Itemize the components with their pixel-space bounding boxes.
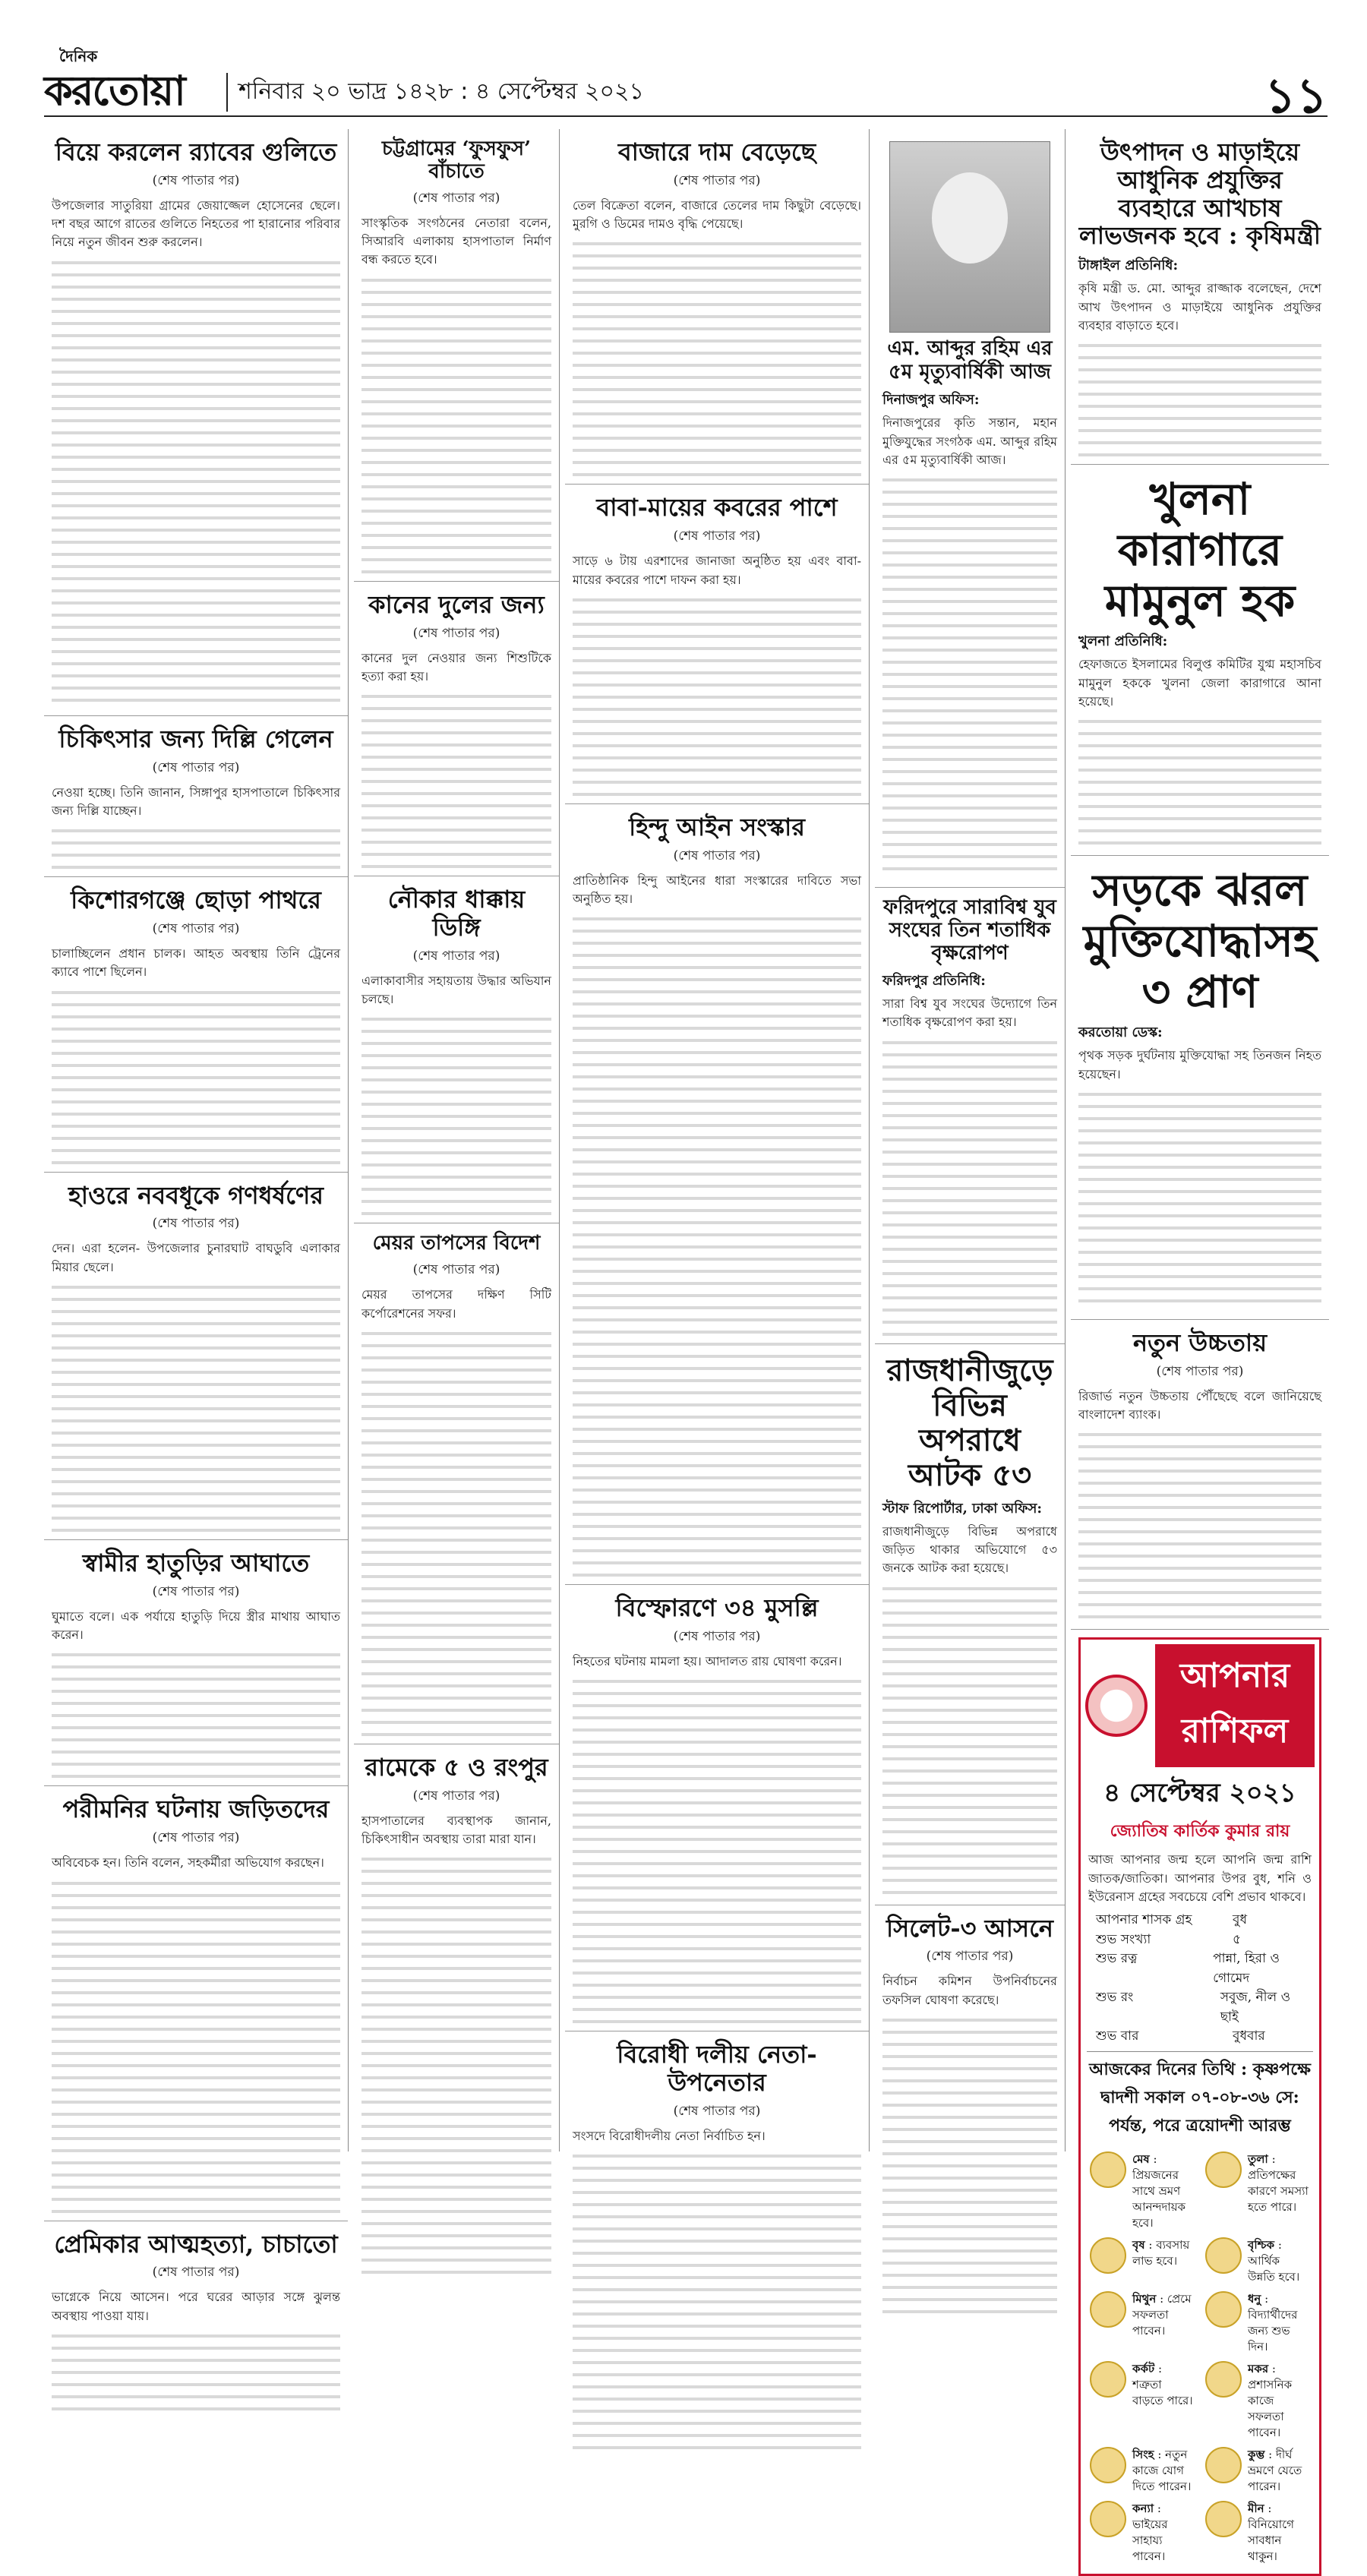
zodiac-icon xyxy=(1090,2151,1126,2188)
continued-label: (শেষ পাতার পর) xyxy=(152,1830,240,1846)
article xyxy=(875,1905,1065,2321)
article xyxy=(354,1744,559,2281)
article-body: ঘুমাতে বলে। এক পর্যায়ে হাতুড়ি দিয়ে স্ত্রীর মাথায় আঘাত করেন। xyxy=(52,1608,340,1643)
sign-name: বৃষ xyxy=(1132,2237,1145,2252)
article xyxy=(44,877,348,1172)
zodiac-icon xyxy=(1090,2501,1126,2537)
planet-label: শুভ রত্ন xyxy=(1096,1951,1138,1967)
continued-label: (শেষ পাতার পর) xyxy=(152,172,240,188)
sign-name: ধনু xyxy=(1248,2291,1261,2306)
article-body: দিনাজপুরের কৃতি সন্তান, মহান মুক্তিযুদ্ধের সংগঠক এম. আব্দুর রহিম এর ৫ম মৃত্যুবার্ষিকী আজ। xyxy=(882,415,1057,467)
article-body: তেল বিক্রেতা বলেন, বাজারে তেলের দাম কিছুটা বেড়েছে। মুরগি ও ডিমের দামও বৃদ্ধি পেয়েছে। xyxy=(573,197,861,232)
body-text-lines xyxy=(52,1873,340,2213)
body-text-lines xyxy=(882,469,1057,879)
article xyxy=(354,876,559,1223)
zodiac-sign: কন্যা : ভাইয়ের সাহায্য পাবেন। xyxy=(1090,2501,1195,2565)
continued-label: (শেষ পাতার পর) xyxy=(152,759,240,775)
column-5 xyxy=(1071,129,1329,2563)
article xyxy=(1071,129,1329,465)
article-body: কৃষি মন্ত্রী ড. মো. আব্দুর রাজ্জাক বলেছেন, দেশে আখ উৎপাদন ও মাড়াইয়ে আধুনিক প্রযুক্তির ব্যবহার বাড়াতে হবে। xyxy=(1078,281,1321,333)
article-headline: উৎপাদন ও মাড়াইয়ে আধুনিক প্রযুক্তির ব্যবহারে আখচাষ লাভজনক হবে : কৃষিমন্ত্রী xyxy=(1078,137,1321,251)
zodiac-sign: বৃশ্চিক : আর্থিক উন্নতি হবে। xyxy=(1205,2237,1310,2285)
sign-text: বিনিয়োগে সাবধান থাকুন। xyxy=(1248,2517,1294,2563)
article-body: সংসদে বিরোধীদলীয় নেতা নির্বাচিত হন। xyxy=(573,2128,766,2143)
horoscope-box xyxy=(1078,1637,1321,2575)
article-headline: পরীমনির ঘটনায় জড়িতদের xyxy=(62,1795,330,1824)
article-body: প্রাতিষ্ঠানিক হিন্দু আইনের ধারা সংস্কারের দাবিতে সভা অনুষ্ঠিত হয়। xyxy=(573,873,861,906)
body-text-lines xyxy=(1078,335,1321,456)
continued-label: (শেষ পাতার পর) xyxy=(412,1788,500,1804)
zodiac-sign: সিংহ : নতুন কাজে যোগ দিতে পারেন। xyxy=(1090,2447,1195,2495)
article xyxy=(44,2221,348,2418)
article-headline: সিলেট-৩ আসনে xyxy=(886,1913,1054,1943)
body-text-lines xyxy=(1078,711,1321,848)
zodiac-icon xyxy=(1090,2237,1126,2274)
column-4 xyxy=(875,129,1066,2151)
article-headline: সড়কে ঝরল মুক্তিযোদ্ধাসহ ৩ প্রাণ xyxy=(1083,864,1317,1018)
zodiac-icon xyxy=(1205,2361,1242,2398)
horoscope-header xyxy=(1081,1640,1319,1772)
continued-label: (শেষ পাতার পর) xyxy=(152,2265,240,2281)
column-1 xyxy=(44,129,349,2323)
continued-label: (শেষ পাতার পর) xyxy=(412,190,500,206)
zodiac-sign: মিথুন : প্রেমে সফলতা পাবেন। xyxy=(1090,2291,1195,2355)
planet-label: শুভ রং xyxy=(1096,1990,1134,2006)
planet-table xyxy=(1096,1911,1304,2047)
article-body: পৃথক সড়ক দুর্ঘটনায় মুক্তিযোদ্ধা সহ তিনজন নিহত হয়েছেন। xyxy=(1078,1048,1321,1081)
zodiac-sign: কুম্ভ : দীর্ঘ ভ্রমণে যেতে পারেন। xyxy=(1205,2447,1310,2495)
article-body: অবিবেচক হন। তিনি বলেন, সহকর্মীরা অভিযোগ করছেন। xyxy=(52,1855,324,1870)
body-text-lines xyxy=(573,2145,861,2449)
article-headline: রামেকে ৫ ও রংপুর xyxy=(365,1752,548,1782)
article xyxy=(44,716,348,877)
article-headline: হিন্দু আইন সংস্কার xyxy=(629,812,805,841)
planet-value: পান্না, হিরা ও গোমেদ xyxy=(1213,1951,1280,1986)
body-text-lines xyxy=(573,233,861,476)
article-headline: নতুন উচ্চতায় xyxy=(1132,1327,1268,1357)
article xyxy=(875,1344,1065,1905)
newspaper-logo xyxy=(44,46,204,115)
planet-row xyxy=(1096,1930,1304,1950)
horoscope-intro: আজ আপনার জন্ম হলে আপনি জন্ম রাশি জাতক/জাতিকা। আপনার উপর বুধ, শনি ও ইউরেনাস গ্রহের সবচেয়ে বেশি প্রভাব থাকবে। xyxy=(1088,1852,1312,1904)
sign-text: শত্রুতা বাড়তে পারে। xyxy=(1132,2377,1193,2407)
article-body: মেয়র তাপসের দক্ষিণ সিটি কর্পোরেশনের সফর। xyxy=(361,1287,551,1321)
body-text-lines xyxy=(573,1671,861,2023)
sign-text: দীর্ঘ ভ্রমণে যেতে পারেন। xyxy=(1248,2447,1302,2493)
zodiac-icon xyxy=(1205,2151,1242,2188)
body-text-lines xyxy=(361,270,551,573)
zodiac-sign: মকর : প্রশাসনিক কাজে সফলতা পাবেন। xyxy=(1205,2361,1310,2441)
sign-name: বৃশ্চিক xyxy=(1248,2237,1275,2252)
article xyxy=(44,1540,348,1786)
article-headline: রাজধানীজুড়ে বিভিন্ন অপরাধে আটক ৫৩ xyxy=(886,1352,1053,1493)
article xyxy=(354,1223,559,1744)
article-body: নিহতের ঘটনায় মামলা হয়। আদালত রায় ঘোষণা করেন। xyxy=(573,1654,842,1669)
article-body: রাজধানীজুড়ে বিভিন্ন অপরাধে জড়িত থাকার অভিযোগে ৫৩ জনকে আটক করা হয়েছে। xyxy=(882,1523,1057,1576)
sign-text: আর্থিক উন্নতি হবে। xyxy=(1248,2253,1300,2284)
article-headline: বিয়ে করলেন র‍্যাবের গুলিতে xyxy=(55,137,337,166)
article-body: হাসপাতালের ব্যবস্থাপক জানান, চিকিৎসাধীন অবস্থায় তারা মারা যান। xyxy=(361,1813,551,1846)
article xyxy=(1071,465,1329,856)
zodiac-icon xyxy=(1205,2291,1242,2328)
article-byline: খুলনা প্রতিনিধি: xyxy=(1078,633,1168,650)
article-body: রিজার্ভ নতুন উচ্চতায় পৌঁছেছে বলে জানিয়েছে বাংলাদেশ ব্যাংক। xyxy=(1078,1388,1321,1422)
sign-text: ব্যবসায় লাভ হবে। xyxy=(1132,2237,1190,2268)
body-text-lines xyxy=(52,252,340,708)
continued-label: (শেষ পাতার পর) xyxy=(412,625,500,641)
article xyxy=(875,888,1065,1343)
planet-row xyxy=(1096,1911,1304,1930)
continued-label: (শেষ পাতার পর) xyxy=(412,948,500,964)
article xyxy=(354,129,559,582)
article-headline: বাবা-মায়ের কবরের পাশে xyxy=(596,493,838,522)
body-text-lines xyxy=(882,2009,1057,2313)
zodiac-icon xyxy=(1205,2501,1242,2537)
sign-name: মিথুন xyxy=(1132,2291,1157,2306)
article-body: কানের দুল নেওয়ার জন্য শিশুটিকে হত্যা করা হয়। xyxy=(361,650,551,683)
article-headline: মেয়র তাপসের বিদেশ xyxy=(372,1232,541,1255)
article xyxy=(354,582,559,876)
zodiac-icon xyxy=(1090,2361,1126,2398)
planet-row xyxy=(1096,1949,1304,1988)
zodiac-icon xyxy=(1205,2237,1242,2274)
horoscope-date: ৪ সেপ্টেম্বর ২০২১ xyxy=(1103,1778,1296,1809)
continued-label: (শেষ পাতার পর) xyxy=(412,1262,500,1278)
sign-name: মকর xyxy=(1248,2361,1269,2376)
continued-label: (শেষ পাতার পর) xyxy=(673,1629,761,1645)
zodiac-icon xyxy=(1090,2291,1126,2328)
sign-text: বিদ্যার্থীদের জন্য শুভ দিন। xyxy=(1248,2307,1298,2353)
zodiac-sign: বৃষ : ব্যবসায় লাভ হবে। xyxy=(1090,2237,1195,2285)
sign-text: নতুন কাজে যোগ দিতে পারেন। xyxy=(1132,2447,1192,2493)
sign-text: প্রতিপক্ষের কারণে সমস্যা হতে পারে। xyxy=(1248,2167,1309,2214)
article-headline: বিরোধী দলীয় নেতা-উপনেতার xyxy=(617,2040,817,2098)
body-text-lines xyxy=(361,1323,551,1736)
body-text-lines xyxy=(573,589,861,796)
body-text-lines xyxy=(361,1009,551,1215)
planet-value: বুধ xyxy=(1233,1912,1247,1928)
article xyxy=(565,485,869,803)
article-headline: ফরিদপুরে সারাবিশ্ব যুব সংঘের তিন শতাধিক বৃক্ষরোপণ xyxy=(883,896,1056,965)
article-headline: বাজারে দাম বেড়েছে xyxy=(617,137,816,166)
planet-label: আপনার শাসক গ্রহ xyxy=(1096,1912,1192,1928)
article xyxy=(875,129,1065,888)
article xyxy=(44,1173,348,1540)
body-text-lines xyxy=(52,2325,340,2410)
zodiac-icon xyxy=(1205,2447,1242,2483)
sign-name: মীন xyxy=(1248,2501,1264,2515)
article xyxy=(1071,856,1329,1320)
zodiac-sign: ধনু : বিদ্যার্থীদের জন্য শুভ দিন। xyxy=(1205,2291,1310,2355)
article xyxy=(44,129,348,716)
continued-label: (শেষ পাতার পর) xyxy=(673,529,761,545)
article-byline: টাঙ্গাইল প্রতিনিধি: xyxy=(1078,257,1179,274)
sign-name: মেষ xyxy=(1132,2151,1150,2166)
planet-label: শুভ সংখ্যা xyxy=(1096,1931,1151,1947)
article-byline: স্টাফ রিপোর্টার, ঢাকা অফিস: xyxy=(882,1500,1043,1517)
body-text-lines xyxy=(52,1644,340,1778)
article-body: হেফাজতে ইসলামের বিলুপ্ত কমিটির যুগ্ম মহাসচিব মামুনুল হককে খুলনা জেলা কারাগারে আনা হয়েছে। xyxy=(1078,657,1321,709)
body-text-lines xyxy=(52,1277,340,1532)
article-body: উপজেলার সাতুরিয়া গ্রামের জেয়াজ্জেল হোসেনের ছেলে। দশ বছর আগে রাতের গুলিতে নিহতের পা হারানোর পরিবার নিয়ে নতুন জীবন শুরু করলেন। xyxy=(52,197,340,250)
article-headline: কিশোরগঞ্জে ছোড়া পাথরে xyxy=(71,886,321,915)
article-byline: করতোয়া ডেস্ক: xyxy=(1078,1024,1163,1041)
tithi-line: আজকের দিনের তিথি : কৃষ্ণপক্ষে দ্বাদশী সকাল ০৭-০৮-৩৬ সে: পর্যন্ত, পরে ত্রয়োদশী আরম্ভ xyxy=(1087,2051,1313,2141)
article-headline: নৌকার ধাক্কায় ডিঙ্গি xyxy=(387,885,526,942)
article-body: ভাগ্নেকে নিয়ে আসেন। পরে ঘরের আড়ার সঙ্গে ঝুলন্ত অবস্থায় পাওয়া যায়। xyxy=(52,2290,340,2323)
article-body: এলাকাবাসীর সহায়তায় উদ্ধার অভিযান চলছে। xyxy=(361,973,551,1007)
article-headline: প্রেমিকার আত্মহত্যা, চাচাতো xyxy=(54,2229,338,2259)
article-byline: দিনাজপুর অফিস: xyxy=(882,392,980,409)
article-body: সারা বিশ্ব যুব সংঘের উদ্যোগে তিন শতাধিক বৃক্ষরোপণ করা হয়। xyxy=(882,996,1057,1030)
sign-text: ভাইয়ের সাহায্য পাবেন। xyxy=(1132,2517,1168,2563)
continued-label: (শেষ পাতার পর) xyxy=(152,920,240,936)
masthead xyxy=(44,24,1328,125)
continued-label: (শেষ পাতার পর) xyxy=(673,2103,761,2119)
continued-label: (শেষ পাতার পর) xyxy=(152,1583,240,1599)
zodiac-icon xyxy=(1090,2447,1126,2483)
planet-row xyxy=(1096,2027,1304,2047)
article-body: নির্বাচন কমিশন উপনির্বাচনের তফসিল ঘোষণা করেছে। xyxy=(882,1974,1057,2007)
article-headline: চট্টগ্রামের ‘ফুসফুস’ বাঁচাতে xyxy=(381,137,532,183)
planet-row xyxy=(1096,1988,1304,2027)
article-body: সাড়ে ৬ টায় এরশাদের জানাজা অনুষ্ঠিত হয় এবং বাবা-মায়ের কবরের পাশে দাফন করা হয়। xyxy=(573,554,861,587)
sign-name: কর্কট xyxy=(1132,2361,1155,2376)
article-headline: স্বামীর হাতুড়ির আঘাতে xyxy=(82,1548,310,1577)
article-body: নেওয়া হচ্ছে। তিনি জানান, সিঙ্গাপুর হাসপাতালে চিকিৎসার জন্য দিল্লি যাচ্ছেন। xyxy=(52,784,340,818)
article xyxy=(44,1786,348,2221)
sign-name: সিংহ xyxy=(1132,2447,1154,2461)
planet-label: শুভ বার xyxy=(1096,2028,1139,2044)
portrait-photo xyxy=(889,141,1050,333)
sign-text: প্রেমে সফলতা পাবেন। xyxy=(1132,2291,1192,2338)
continued-label: (শেষ পাতার পর) xyxy=(673,172,761,188)
continued-label: (শেষ পাতার পর) xyxy=(673,848,761,863)
article-body: দেন। এরা হলেন- উপজেলার চুনারঘাট বাঘডুবি এলাকার মিয়ার ছেলে। xyxy=(52,1241,340,1274)
planet-value: সবুজ, নীল ও ছাই xyxy=(1220,1990,1291,2025)
column-2 xyxy=(354,129,560,2151)
article xyxy=(565,804,869,1585)
logo-small-text: দৈনিক xyxy=(59,47,98,65)
horoscope-author: জ্যোতিষ কার্তিক কুমার রায় xyxy=(1110,1821,1290,1842)
article-headline: চিকিৎসার জন্য দিল্লি গেলেন xyxy=(58,724,333,753)
continued-label: (শেষ পাতার পর) xyxy=(152,1216,240,1232)
zodiac-sign: মেষ : প্রিয়জনের সাথে ভ্রমণ আনন্দদায়ক হবে। xyxy=(1090,2151,1195,2231)
continued-label: (শেষ পাতার পর) xyxy=(1156,1363,1244,1379)
article-body: সাংস্কৃতিক সংগঠনের নেতারা বলেন, সিআরবি এলাকায় হাসপাতাল নির্মাণ বন্ধ করতে হবে। xyxy=(361,215,551,267)
body-text-lines xyxy=(1078,1424,1321,1621)
zodiac-sign-grid xyxy=(1081,2145,1319,2574)
continued-label: (শেষ পাতার পর) xyxy=(926,1949,1014,1965)
logo-title: করতোয়া xyxy=(44,67,185,115)
column-3 xyxy=(565,129,870,2151)
zodiac-sign: কর্কট : শত্রুতা বাড়তে পারে। xyxy=(1090,2361,1195,2441)
zodiac-sign: মীন : বিনিয়োগে সাবধান থাকুন। xyxy=(1205,2501,1310,2565)
body-text-lines xyxy=(573,908,861,1577)
article xyxy=(1071,1320,1329,1630)
body-text-lines xyxy=(1078,1084,1321,1312)
body-text-lines xyxy=(882,1032,1057,1336)
article-headline: খুলনা কারাগারে মামুনুল হক xyxy=(1104,473,1296,627)
body-text-lines xyxy=(52,982,340,1164)
page-number: ১১ xyxy=(1264,68,1328,125)
zodiac-sign: তুলা : প্রতিপক্ষের কারণে সমস্যা হতে পারে। xyxy=(1205,2151,1310,2231)
sign-name: কুম্ভ xyxy=(1248,2447,1265,2461)
horoscope-title: আপনার রাশিফল xyxy=(1155,1644,1315,1767)
photo-caption-headline: এম. আব্দুর রহিম এর ৫ম মৃত্যুবার্ষিকী আজ xyxy=(887,337,1053,384)
body-text-lines xyxy=(361,1848,551,2274)
body-text-lines xyxy=(882,1578,1057,1897)
article-headline: হাওরে নববধূকে গণধর্ষণের xyxy=(68,1180,324,1210)
body-text-lines xyxy=(52,820,340,869)
dateline: শনিবার ২০ ভাদ্র ১৪২৮ : ৪ সেপ্টেম্বর ২০২১ xyxy=(226,73,644,112)
sign-text: প্রশাসনিক কাজে সফলতা পাবেন। xyxy=(1248,2377,1293,2439)
article xyxy=(565,2031,869,2457)
article-byline: ফরিদপুর প্রতিনিধি: xyxy=(882,972,986,989)
sign-text: প্রিয়জনের সাথে ভ্রমণ আনন্দদায়ক হবে। xyxy=(1132,2167,1186,2230)
planet-value: ৫ xyxy=(1233,1931,1242,1947)
body-text-lines xyxy=(361,686,551,868)
article-headline: বিস্ফোরণে ৩৪ মুসল্লি xyxy=(615,1593,819,1623)
article xyxy=(565,129,869,485)
sign-name: তুলা xyxy=(1248,2151,1268,2166)
sign-name: কন্যা xyxy=(1132,2501,1154,2515)
zodiac-wheel-icon xyxy=(1085,1675,1148,1737)
article xyxy=(565,1585,869,2031)
planet-value: বুধবার xyxy=(1233,2028,1265,2044)
article-headline: কানের দুলের জন্য xyxy=(368,589,545,619)
article-body: চালাচ্ছিলেন প্রধান চালক। আহত অবস্থায় তিনি ট্রেনের ক্যাবে পাশে ছিলেন। xyxy=(52,945,340,980)
